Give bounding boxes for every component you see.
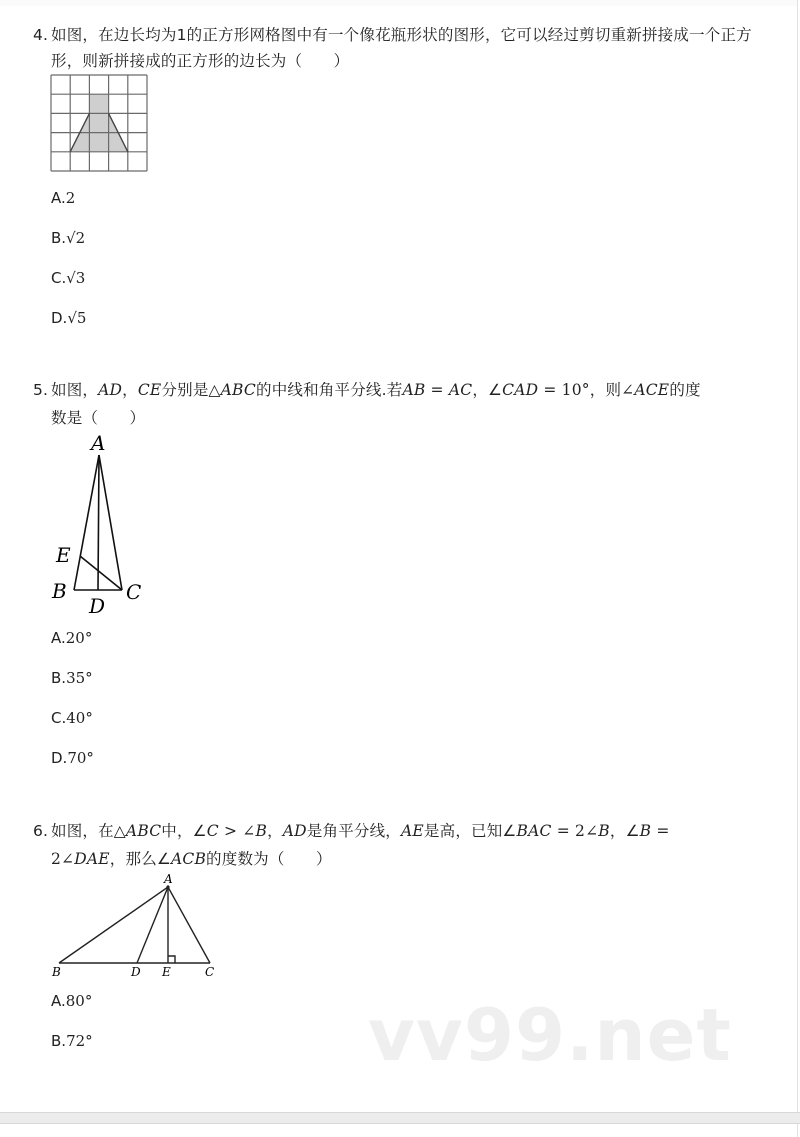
- q6-text: 的度数为（ ）: [206, 850, 332, 868]
- option-letter: B.: [51, 669, 67, 687]
- q5-math: AD: [98, 381, 123, 399]
- option-letter: D.: [51, 749, 68, 767]
- q5-text: 的度: [669, 381, 701, 399]
- q5-math: CE: [137, 381, 162, 399]
- watermark: vv99.net: [368, 993, 732, 1077]
- option-value: √3: [66, 269, 86, 287]
- q5-text: 如图，: [51, 381, 99, 399]
- q6-math: 2∠: [51, 850, 75, 868]
- label-d: D: [131, 965, 141, 979]
- question-4-option-d[interactable]: [51, 308, 86, 328]
- label-e: E: [56, 543, 71, 567]
- next-page-top: [0, 1124, 798, 1137]
- question-5-number: 5.: [33, 381, 49, 399]
- vase-shape: [70, 94, 127, 152]
- question-4-grid-figure: [50, 74, 150, 174]
- question-4-number: 4.: [33, 26, 49, 44]
- q5-math: AC: [448, 381, 473, 399]
- q6-math: B: [255, 822, 268, 840]
- q6-text: ，: [267, 822, 283, 840]
- question-5-line-1: [33, 380, 701, 400]
- label-c: C: [205, 965, 215, 979]
- q6-math: B: [598, 822, 610, 840]
- q6-text: 是高，已知∠: [423, 822, 517, 840]
- question-4-text-line-1: 如图，在边长均为1的正方形网格图中有一个像花瓶形状的图形，它可以经过剪切重新拼接成一个正方: [51, 26, 752, 44]
- q5-math: CAD: [502, 381, 539, 399]
- q5-text: 的中线和角平分线.若: [256, 381, 403, 399]
- question-5-text-line-2: 数是（ ）: [51, 409, 146, 427]
- question-5-option-a[interactable]: [51, 628, 92, 648]
- option-letter: C.: [51, 269, 67, 287]
- q5-math: ABC: [220, 381, 256, 399]
- q6-math: BAC: [516, 822, 552, 840]
- q6-math: B: [639, 822, 652, 840]
- label-b: B: [52, 965, 61, 979]
- page-break-separator: [0, 1112, 800, 1124]
- option-letter: A.: [51, 629, 66, 647]
- option-letter: B.: [51, 229, 67, 247]
- question-4-text-line-2: 形，则新拼接成的正方形的边长为（ ）: [51, 52, 350, 70]
- q5-math: AB: [402, 381, 426, 399]
- option-value: 70°: [67, 749, 94, 767]
- label-e: E: [162, 965, 171, 979]
- label-d: D: [89, 594, 106, 618]
- question-4-line-2: [51, 51, 349, 71]
- triangle-lines: [59, 887, 210, 963]
- question-4-line-1: [33, 25, 752, 45]
- option-value: 80°: [65, 992, 93, 1010]
- page-top-edge: [0, 0, 797, 6]
- q5-text: ，: [122, 381, 138, 399]
- question-5-option-c[interactable]: [51, 708, 93, 728]
- q6-text: 是角平分线，: [306, 822, 401, 840]
- question-5-option-d[interactable]: [51, 748, 94, 768]
- question-6-option-b[interactable]: [51, 1031, 93, 1051]
- option-value: 40°: [66, 709, 93, 727]
- question-5-line-2: [51, 408, 145, 428]
- q6-text: ，∠: [609, 822, 640, 840]
- question-5-option-b[interactable]: [51, 668, 93, 688]
- q6-math: = 2∠: [551, 822, 599, 840]
- option-value: 72°: [66, 1032, 93, 1050]
- option-letter: C.: [51, 709, 67, 727]
- question-4-option-b[interactable]: [51, 228, 85, 248]
- option-letter: A.: [51, 992, 66, 1010]
- q6-math: AE: [401, 822, 424, 840]
- question-6-triangle-figure: [45, 870, 225, 982]
- question-5-triangle-figure: [45, 430, 155, 620]
- q6-math: C: [206, 822, 219, 840]
- q6-math: > ∠: [218, 822, 256, 840]
- option-value: √2: [66, 229, 86, 247]
- label-a: A: [91, 431, 106, 455]
- option-letter: D.: [51, 309, 68, 327]
- q6-text: ，那么∠: [109, 850, 171, 868]
- q6-text: 如图，在△: [51, 822, 126, 840]
- q5-math: = 10°，则∠: [538, 381, 635, 399]
- option-letter: B.: [51, 1032, 67, 1050]
- q6-math: AD: [282, 822, 307, 840]
- q6-math: DAE: [74, 850, 110, 868]
- q5-text: ，∠: [472, 381, 503, 399]
- label-b: B: [52, 579, 67, 603]
- question-6-line-2: [51, 849, 332, 869]
- label-a: A: [164, 872, 173, 886]
- q5-text: 分别是△: [161, 381, 221, 399]
- q5-math: ACE: [634, 381, 670, 399]
- option-letter: A.: [51, 189, 66, 207]
- option-value: 2: [65, 189, 76, 207]
- q6-math: ABC: [125, 822, 162, 840]
- q6-math: =: [651, 822, 670, 840]
- triangle-lines: [74, 455, 122, 590]
- question-4-option-a[interactable]: [51, 188, 75, 208]
- question-6-line-1: [33, 821, 670, 841]
- option-value: 35°: [66, 669, 93, 687]
- right-angle-mark: [168, 956, 175, 963]
- q5-math: =: [425, 381, 449, 399]
- option-value: 20°: [65, 629, 93, 647]
- option-value: √5: [67, 309, 87, 327]
- question-4-option-c[interactable]: [51, 268, 85, 288]
- question-6-option-a[interactable]: [51, 991, 92, 1011]
- label-c: C: [126, 580, 142, 604]
- question-6-number: 6.: [33, 822, 49, 840]
- q6-text: 中，∠: [161, 822, 207, 840]
- q6-math: ACB: [171, 850, 207, 868]
